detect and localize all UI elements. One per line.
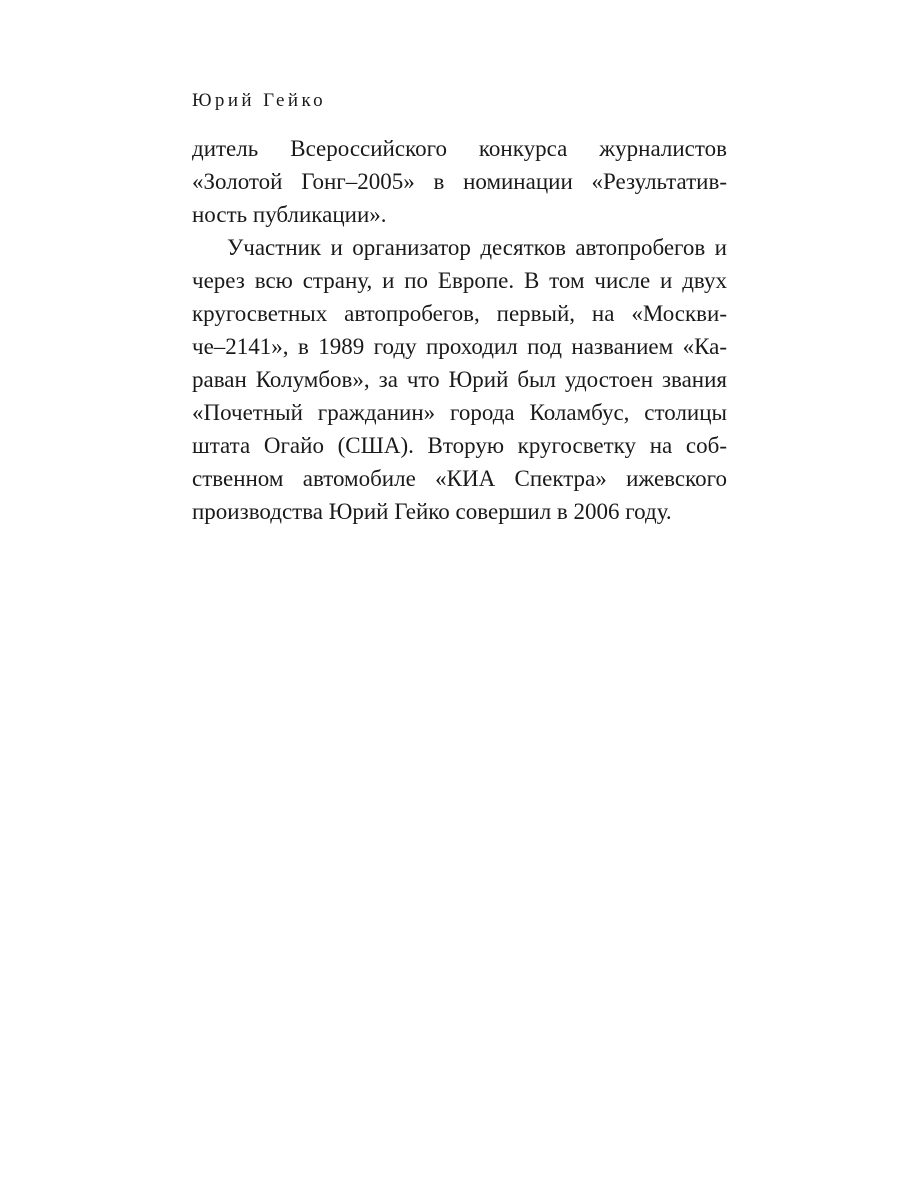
text-line: через всю страну, и по Европе. В том числе и двух — [192, 268, 727, 293]
text-line: «Золотой Гонг–2005» в номинации «Результатив- — [192, 169, 727, 194]
text-line: ственном автомобиле «КИА Спектра» ижевского — [192, 466, 727, 491]
text-line: Участник и организатор десятков автопробегов и — [227, 235, 727, 260]
text-line: раван Колумбов», за что Юрий был удостоен звания — [192, 367, 727, 392]
text-line: че–2141», в 1989 году проходил под названием «Ка- — [192, 334, 727, 359]
paragraph-1 — [192, 132, 727, 231]
running-head-author: Юрий Гейко — [192, 90, 327, 111]
text-line: кругосветных автопробегов, первый, на «Москви- — [192, 301, 727, 326]
text-line: производства Юрий Гейко совершил в 2006 году. — [192, 499, 672, 524]
body-text — [192, 132, 727, 528]
text-line: ность публикации». — [192, 202, 387, 227]
paragraph-2 — [192, 231, 727, 528]
text-line: штата Огайо (США). Вторую кругосветку на соб- — [192, 433, 727, 458]
text-line: дитель Всероссийского конкурса журналистов — [192, 136, 727, 161]
text-line: «Почетный гражданин» города Коламбус, столицы — [192, 400, 727, 425]
